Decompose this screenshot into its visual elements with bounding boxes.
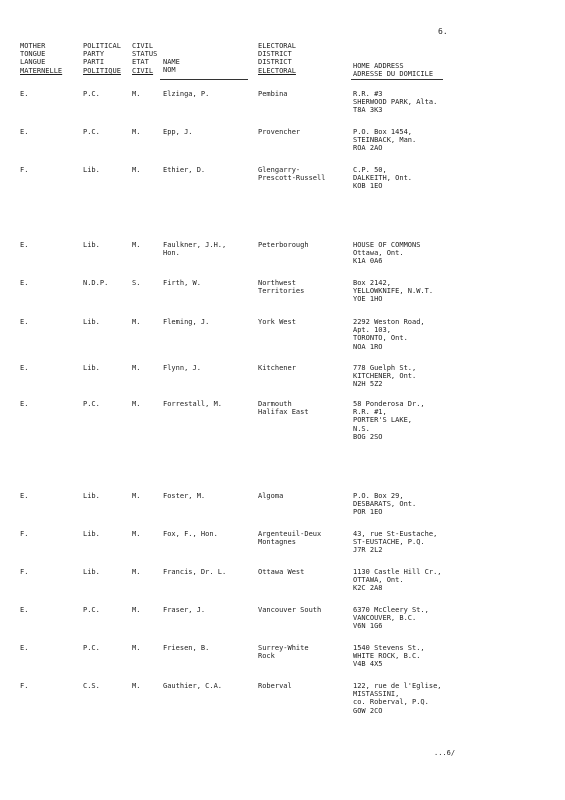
party-cell xyxy=(83,530,100,538)
header-line: ELECTORAL xyxy=(258,66,296,75)
name-cell-line: Epp, J. xyxy=(163,128,193,136)
address-cell xyxy=(353,166,412,191)
civil-status-cell xyxy=(132,128,140,136)
address-cell-line: VANCOUVER, B.C. xyxy=(353,614,417,623)
civil-status-cell-line: S. xyxy=(132,279,141,287)
district-cell-line: Provencher xyxy=(258,128,301,136)
address-cell-line: NOA 1RO xyxy=(353,342,383,351)
name-cell xyxy=(163,492,205,500)
mother-tongue-cell xyxy=(20,682,28,690)
address-cell xyxy=(353,241,420,266)
party-cell-line: C.S. xyxy=(83,682,100,690)
party-cell xyxy=(83,128,100,136)
civil-status-cell xyxy=(132,530,140,538)
name-cell xyxy=(163,166,205,174)
district-cell xyxy=(258,364,296,372)
continuation-marker: ...6/ xyxy=(434,749,456,757)
district-cell-line: Pembina xyxy=(258,90,288,98)
civil-status-cell xyxy=(132,166,140,174)
name-cell-line: Gauthier, C.A. xyxy=(163,682,223,690)
party-cell-line: Lib. xyxy=(83,568,100,576)
address-cell xyxy=(353,400,425,441)
address-cell-line: BOG 2SO xyxy=(353,432,383,441)
district-cell xyxy=(258,492,283,500)
mother-tongue-cell xyxy=(20,279,28,287)
civil-status-cell-line: M. xyxy=(132,128,141,136)
address-cell-line: 778 Guelph St., xyxy=(353,364,417,372)
address-cell-line: YOE 1HO xyxy=(353,295,383,304)
header-rule-name xyxy=(160,79,248,80)
mother-tongue-cell xyxy=(20,606,28,614)
mother-tongue-cell-line: E. xyxy=(20,128,29,136)
civil-status-cell-line: M. xyxy=(132,568,141,576)
address-cell-line: V4B 4X5 xyxy=(353,660,383,669)
mother-tongue-cell xyxy=(20,90,28,98)
address-cell xyxy=(353,644,425,669)
district-cell-line: Territories xyxy=(258,287,305,296)
address-cell xyxy=(353,568,442,593)
district-cell-line: Northwest xyxy=(258,279,296,287)
mother-tongue-cell xyxy=(20,166,28,174)
district-cell xyxy=(258,530,321,546)
address-cell-line: ST-EUSTACHE, P.Q. xyxy=(353,538,425,547)
address-cell-line: V6N 1G6 xyxy=(353,622,383,631)
district-cell-line: Kitchener xyxy=(258,364,296,372)
address-cell-line: YELLOWKNIFE, N.W.T. xyxy=(353,287,434,296)
party-cell-line: P.C. xyxy=(83,644,100,652)
district-cell xyxy=(258,644,309,660)
district-cell-line: Darmouth xyxy=(258,400,292,408)
district-cell-line: Argenteuil-Deux xyxy=(258,530,322,538)
address-cell-line: POR 1EO xyxy=(353,508,383,517)
header-political-party xyxy=(83,42,121,75)
address-cell-line: T8A 3K3 xyxy=(353,106,383,115)
civil-status-cell xyxy=(132,682,140,690)
party-cell xyxy=(83,279,108,287)
header-line: CIVIL xyxy=(132,66,154,75)
civil-status-cell-line: M. xyxy=(132,644,141,652)
civil-status-cell xyxy=(132,318,140,326)
civil-status-cell-line: M. xyxy=(132,241,141,249)
civil-status-cell xyxy=(132,279,140,287)
district-cell-line: Glengarry- xyxy=(258,166,301,174)
address-cell-line: N.S. xyxy=(353,424,370,433)
party-cell xyxy=(83,606,100,614)
address-cell-line: HOUSE OF COMMONS xyxy=(353,241,421,249)
party-cell-line: Lib. xyxy=(83,318,100,326)
mother-tongue-cell xyxy=(20,492,28,500)
address-cell-line: 122, rue de l'Eglise, xyxy=(353,682,442,690)
address-cell-line: PORTER'S LAKE, xyxy=(353,416,413,425)
district-cell-line: Rock xyxy=(258,652,275,661)
party-cell xyxy=(83,364,100,372)
header-mother-tongue xyxy=(20,42,62,75)
civil-status-cell xyxy=(132,568,140,576)
name-cell xyxy=(163,318,209,326)
address-cell-line: GOW 2CO xyxy=(353,706,383,715)
civil-status-cell-line: M. xyxy=(132,318,141,326)
header-line: DISTRICT xyxy=(258,50,292,59)
address-cell-line: K1A 0A6 xyxy=(353,257,383,266)
mother-tongue-cell-line: E. xyxy=(20,364,29,372)
party-cell xyxy=(83,90,100,98)
party-cell xyxy=(83,400,100,408)
mother-tongue-cell-line: E. xyxy=(20,606,29,614)
party-cell-line: P.C. xyxy=(83,400,100,408)
civil-status-cell xyxy=(132,90,140,98)
name-cell xyxy=(163,279,201,287)
name-cell-line: Faulkner, J.H., xyxy=(163,241,227,249)
mother-tongue-cell-line: E. xyxy=(20,492,29,500)
party-cell-line: N.D.P. xyxy=(83,279,109,287)
civil-status-cell-line: M. xyxy=(132,166,141,174)
party-cell xyxy=(83,166,100,174)
header-line: STATUS xyxy=(132,50,158,59)
district-cell-line: Roberval xyxy=(258,682,292,690)
address-cell-line: K2C 2A8 xyxy=(353,584,383,593)
district-cell xyxy=(258,400,309,416)
address-cell xyxy=(353,530,437,555)
name-cell xyxy=(163,644,209,652)
party-cell xyxy=(83,241,100,249)
address-cell-line: R.R. #3 xyxy=(353,90,383,98)
civil-status-cell-line: M. xyxy=(132,400,141,408)
header-line: POLITIQUE xyxy=(83,66,121,75)
mother-tongue-cell-line: E. xyxy=(20,318,29,326)
party-cell-line: P.C. xyxy=(83,128,100,136)
civil-status-cell xyxy=(132,241,140,249)
civil-status-cell-line: M. xyxy=(132,530,141,538)
mother-tongue-cell xyxy=(20,364,28,372)
name-cell-line: Fox, F., Hon. xyxy=(163,530,218,538)
mother-tongue-cell-line: E. xyxy=(20,241,29,249)
address-cell-line: KITCHENER, Ont. xyxy=(353,372,417,381)
header-line: ETAT xyxy=(132,58,149,67)
party-cell xyxy=(83,682,100,690)
header-civil-status xyxy=(132,42,157,75)
name-cell-line: Friesen, B. xyxy=(163,644,210,652)
address-cell xyxy=(353,90,437,115)
party-cell-line: Lib. xyxy=(83,166,100,174)
district-cell xyxy=(258,279,304,295)
address-cell xyxy=(353,364,416,389)
mother-tongue-cell-line: F. xyxy=(20,682,29,690)
name-cell-line: Francis, Dr. L. xyxy=(163,568,227,576)
header-line: PARTI xyxy=(83,58,105,67)
party-cell-line: Lib. xyxy=(83,364,100,372)
civil-status-cell-line: M. xyxy=(132,606,141,614)
header-line: POLITICAL xyxy=(83,42,121,50)
mother-tongue-cell-line: F. xyxy=(20,530,29,538)
mother-tongue-cell xyxy=(20,644,28,652)
district-cell-line: Halifax East xyxy=(258,408,309,417)
address-cell-line: J7R 2L2 xyxy=(353,546,383,555)
name-cell xyxy=(163,241,226,257)
party-cell xyxy=(83,644,100,652)
district-cell-line: Vancouver South xyxy=(258,606,322,614)
name-cell-line: Forrestall, M. xyxy=(163,400,223,408)
header-line: DISTRICT xyxy=(258,58,292,67)
civil-status-cell xyxy=(132,364,140,372)
address-cell-line: 43, rue St-Eustache, xyxy=(353,530,438,538)
address-cell xyxy=(353,492,416,517)
name-cell-line: Ethier, D. xyxy=(163,166,206,174)
district-cell-line: Ottawa West xyxy=(258,568,305,576)
header-line: HOME ADDRESS xyxy=(353,62,404,70)
district-cell xyxy=(258,682,292,690)
name-cell xyxy=(163,400,222,408)
mother-tongue-cell xyxy=(20,400,28,408)
mother-tongue-cell-line: E. xyxy=(20,90,29,98)
mother-tongue-cell-line: E. xyxy=(20,644,29,652)
address-cell-line: OTTAWA, Ont. xyxy=(353,576,404,585)
name-cell xyxy=(163,128,193,136)
header-line: ELECTORAL xyxy=(258,42,296,50)
address-cell-line: 1130 Castle Hill Cr., xyxy=(353,568,442,576)
district-cell-line: Surrey-White xyxy=(258,644,309,652)
header-line: LANGUE xyxy=(20,58,46,67)
address-cell xyxy=(353,128,416,153)
district-cell-line: York West xyxy=(258,318,296,326)
header-line: NOM xyxy=(163,66,176,75)
address-cell-line: KOB 1EO xyxy=(353,182,383,191)
district-cell xyxy=(258,318,296,326)
district-cell-line: Montagnes xyxy=(258,538,296,547)
address-cell-line: SHERWOOD PARK, Alta. xyxy=(353,98,438,107)
header-line: PARTY xyxy=(83,50,105,59)
header-name xyxy=(163,58,180,74)
name-cell-line: Fraser, J. xyxy=(163,606,206,614)
address-cell-line: Box 2142, xyxy=(353,279,391,287)
mother-tongue-cell xyxy=(20,530,28,538)
header-line: ADRESSE DU DOMICILE xyxy=(353,70,434,79)
address-cell-line: ROA 2AO xyxy=(353,144,383,153)
address-cell xyxy=(353,682,442,715)
address-cell-line: 58 Ponderosa Dr., xyxy=(353,400,425,408)
address-cell-line: co. Roberval, P.Q. xyxy=(353,698,429,707)
district-cell-line: Prescott-Russell xyxy=(258,174,326,183)
address-cell-line: N2H 5Z2 xyxy=(353,380,383,389)
district-cell-line: Peterborough xyxy=(258,241,309,249)
header-line: CIVIL xyxy=(132,42,154,50)
mother-tongue-cell xyxy=(20,318,28,326)
address-cell-line: P.O. Box 29, xyxy=(353,492,404,500)
mother-tongue-cell xyxy=(20,241,28,249)
civil-status-cell xyxy=(132,400,140,408)
party-cell-line: P.C. xyxy=(83,90,100,98)
civil-status-cell xyxy=(132,492,140,500)
page-number: 6. xyxy=(438,27,448,36)
address-cell-line: 6370 McCleery St., xyxy=(353,606,429,614)
civil-status-cell-line: M. xyxy=(132,90,141,98)
header-line: MATERNELLE xyxy=(20,66,63,75)
district-cell xyxy=(258,241,309,249)
mother-tongue-cell-line: E. xyxy=(20,400,29,408)
district-cell xyxy=(258,90,288,98)
party-cell xyxy=(83,492,100,500)
party-cell xyxy=(83,318,100,326)
address-cell-line: STEINBACK, Man. xyxy=(353,136,417,145)
name-cell-line: Hon. xyxy=(163,249,180,258)
header-line: NAME xyxy=(163,58,180,66)
name-cell xyxy=(163,682,222,690)
address-cell-line: Ottawa, Ont. xyxy=(353,249,404,258)
party-cell-line: P.C. xyxy=(83,606,100,614)
name-cell-line: Firth, W. xyxy=(163,279,201,287)
name-cell-line: Flynn, J. xyxy=(163,364,201,372)
civil-status-cell-line: M. xyxy=(132,364,141,372)
header-home-address xyxy=(353,62,433,78)
mother-tongue-cell xyxy=(20,568,28,576)
address-cell-line: 1540 Stevens St., xyxy=(353,644,425,652)
party-cell-line: Lib. xyxy=(83,492,100,500)
address-cell-line: 2292 Weston Road, xyxy=(353,318,425,326)
address-cell-line: DALKEITH, Ont. xyxy=(353,174,413,183)
mother-tongue-cell-line: F. xyxy=(20,166,29,174)
civil-status-cell xyxy=(132,606,140,614)
address-cell-line: TORONTO, Ont. xyxy=(353,334,408,343)
address-cell-line: WHITE ROCK, B.C. xyxy=(353,652,421,661)
mother-tongue-cell xyxy=(20,128,28,136)
civil-status-cell-line: M. xyxy=(132,682,141,690)
mother-tongue-cell-line: E. xyxy=(20,279,29,287)
district-cell xyxy=(258,128,300,136)
civil-status-cell-line: M. xyxy=(132,492,141,500)
name-cell xyxy=(163,364,201,372)
name-cell xyxy=(163,90,209,98)
address-cell xyxy=(353,279,433,304)
name-cell-line: Elzinga, P. xyxy=(163,90,210,98)
header-electoral-district xyxy=(258,42,296,75)
district-cell xyxy=(258,606,321,614)
name-cell xyxy=(163,568,226,576)
address-cell xyxy=(353,318,425,351)
header-rule-address xyxy=(351,79,443,80)
address-cell-line: R.R. #1, xyxy=(353,408,387,417)
address-cell-line: Apt. 103, xyxy=(353,326,391,335)
party-cell xyxy=(83,568,100,576)
address-cell-line: MISTASSINI, xyxy=(353,690,400,699)
party-cell-line: Lib. xyxy=(83,530,100,538)
mother-tongue-cell-line: F. xyxy=(20,568,29,576)
header-line: TONGUE xyxy=(20,50,46,59)
district-cell xyxy=(258,166,325,182)
address-cell-line: DESBARATS, Ont. xyxy=(353,500,417,509)
address-cell-line: P.O. Box 1454, xyxy=(353,128,413,136)
name-cell-line: Fleming, J. xyxy=(163,318,210,326)
header-line: MOTHER xyxy=(20,42,46,50)
address-cell-line: C.P. 50, xyxy=(353,166,387,174)
name-cell xyxy=(163,530,218,538)
district-cell xyxy=(258,568,304,576)
name-cell xyxy=(163,606,205,614)
party-cell-line: Lib. xyxy=(83,241,100,249)
name-cell-line: Foster, M. xyxy=(163,492,206,500)
civil-status-cell xyxy=(132,644,140,652)
address-cell xyxy=(353,606,429,631)
district-cell-line: Algoma xyxy=(258,492,284,500)
